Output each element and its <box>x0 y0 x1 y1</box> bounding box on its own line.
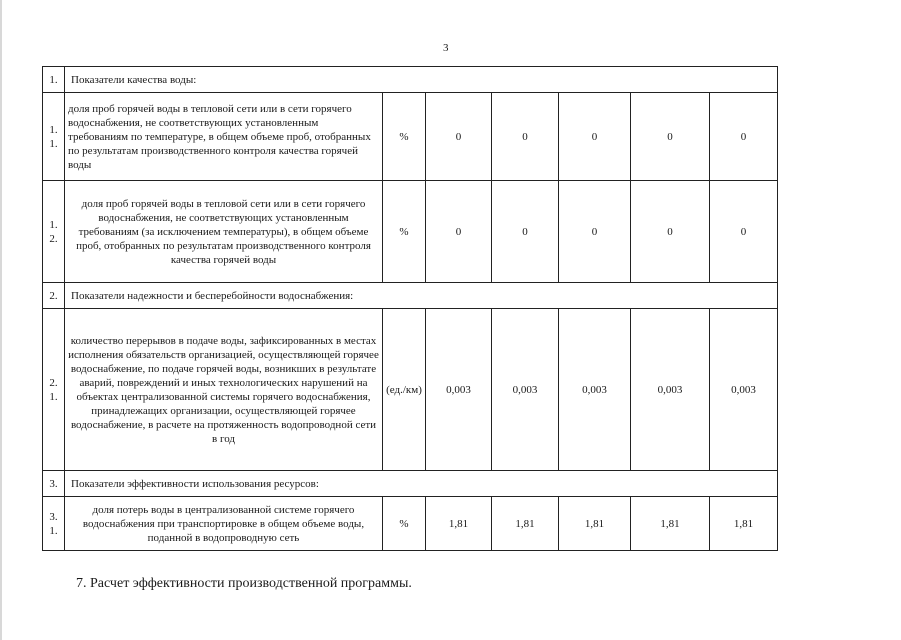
value-cell: 0 <box>492 93 559 181</box>
value-cell: 0 <box>631 181 710 283</box>
indicator-description: доля потерь воды в централизованной системе горячего водоснабжения при транспортировке в общем объеме воды, поданной в водопроводную сеть <box>65 497 383 551</box>
section-row <box>43 471 778 497</box>
table-row <box>43 181 778 283</box>
value-cell: 0 <box>559 93 631 181</box>
section-title: Показатели эффективности использования ресурсов: <box>65 471 778 497</box>
unit-cell: % <box>383 181 426 283</box>
section-title: Показатели качества воды: <box>65 67 778 93</box>
value-cell: 0,003 <box>559 309 631 471</box>
indicators-table <box>42 66 778 551</box>
section-number: 2. <box>43 283 65 309</box>
row-number: 1. 1. <box>43 93 65 181</box>
indicator-description: доля проб горячей воды в тепловой сети или в сети горячего водоснабжения, не соответствующих установленным требованиям по температуре, в общем объеме проб, отобранных по результатам производственного контроля качества горячей воды <box>65 93 383 181</box>
unit-cell: (ед./км) <box>383 309 426 471</box>
value-cell: 0 <box>710 181 778 283</box>
value-cell: 1,81 <box>710 497 778 551</box>
row-number: 3. 1. <box>43 497 65 551</box>
unit-cell: % <box>383 497 426 551</box>
value-cell: 0 <box>426 181 492 283</box>
scan-edge <box>0 0 2 640</box>
row-number: 2. 1. <box>43 309 65 471</box>
value-cell: 0,003 <box>492 309 559 471</box>
value-cell: 0 <box>426 93 492 181</box>
section-title: Показатели надежности и бесперебойности водоснабжения: <box>65 283 778 309</box>
value-cell: 0 <box>559 181 631 283</box>
value-cell: 0 <box>631 93 710 181</box>
section-heading: 7. Расчет эффективности производственной программы. <box>76 576 412 591</box>
section-row <box>43 283 778 309</box>
value-cell: 0,003 <box>426 309 492 471</box>
section-row <box>43 67 778 93</box>
value-cell: 1,81 <box>426 497 492 551</box>
value-cell: 0,003 <box>710 309 778 471</box>
row-number: 1. 2. <box>43 181 65 283</box>
page-number: 3 <box>443 42 449 54</box>
indicator-description: доля проб горячей воды в тепловой сети или в сети горячего водоснабжения, не соответствующих установленным требованиям (за исключением температуры), в общем объеме проб, отобранных по результатам производственного контроля качества горячей воды <box>65 181 383 283</box>
table-row <box>43 497 778 551</box>
indicator-description: количество перерывов в подаче воды, зафиксированных в местах исполнения обязательств организацией, осуществляющей горячее водоснабжение, по подаче горячей воды, возникших в результате аварий, повреждений и иных технологических нарушений на объектах централизованной системы горячего водоснабжения, принадлежащих организации, осуществляющей горячее водоснабжение, в расчете на протяженность водопроводной сети в год <box>65 309 383 471</box>
table-row <box>43 93 778 181</box>
value-cell: 1,81 <box>631 497 710 551</box>
section-number: 3. <box>43 471 65 497</box>
table-row <box>43 309 778 471</box>
section-number: 1. <box>43 67 65 93</box>
value-cell: 0 <box>492 181 559 283</box>
value-cell: 1,81 <box>492 497 559 551</box>
value-cell: 0,003 <box>631 309 710 471</box>
unit-cell: % <box>383 93 426 181</box>
value-cell: 0 <box>710 93 778 181</box>
value-cell: 1,81 <box>559 497 631 551</box>
